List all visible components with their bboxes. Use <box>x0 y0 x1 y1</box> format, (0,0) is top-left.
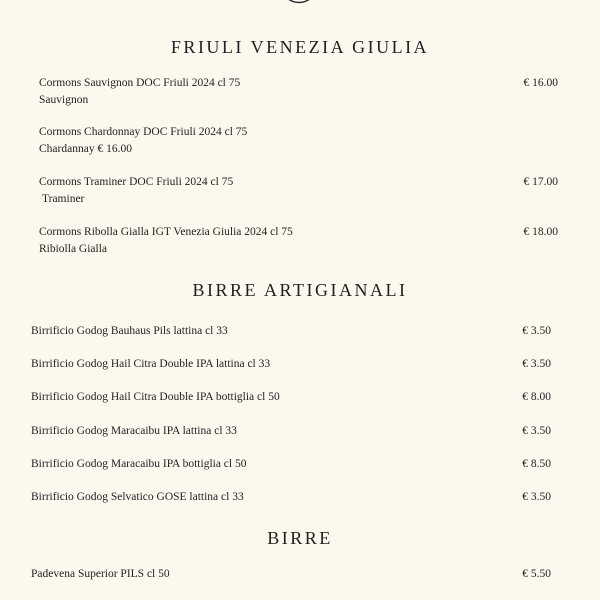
beer-name: Birrificio Godog Maracaibu IPA lattina cl 33 <box>31 425 237 437</box>
beer-price: € 5.50 <box>522 568 551 580</box>
beer-item <box>31 423 551 439</box>
beer-price: € 3.50 <box>522 425 551 437</box>
wine-grape: Sauvignon <box>39 94 89 106</box>
beer-name: Padevena Superior PILS cl 50 <box>31 568 170 580</box>
wine-item <box>39 75 569 109</box>
wine-item <box>39 124 569 158</box>
beer-name: Birrificio Godog Bauhaus Pils lattina cl 33 <box>31 325 228 337</box>
beer-item <box>31 323 551 339</box>
wine-item <box>39 224 569 258</box>
wine-name: Cormons Ribolla Gialla IGT Venezia Giulia 2024 cl 75 <box>39 226 293 238</box>
wine-item <box>39 174 569 208</box>
wine-price: € 17.00 <box>523 176 558 188</box>
wine-price: € 18.00 <box>523 226 558 238</box>
decorative-ornament-icon <box>276 0 322 6</box>
beer-price: € 3.50 <box>522 491 551 503</box>
section-title-birre: BIRRE <box>267 528 333 548</box>
wine-price: € 16.00 <box>523 77 558 89</box>
section-title-birre-artigianali: BIRRE ARTIGIANALI <box>192 280 408 300</box>
beer-item <box>31 489 551 505</box>
beer-price: € 3.50 <box>522 325 551 337</box>
wine-name: Cormons Chardonnay DOC Friuli 2024 cl 75 <box>39 126 248 138</box>
wine-grape: Ribiolla Gialla <box>39 243 108 255</box>
beer-name: Birrificio Godog Hail Citra Double IPA lattina cl 33 <box>31 358 271 370</box>
beer-price: € 8.00 <box>522 391 551 403</box>
wine-grape: Chardannay € 16.00 <box>39 143 132 155</box>
wine-name: Cormons Sauvignon DOC Friuli 2024 cl 75 <box>39 77 241 89</box>
beer-item <box>31 356 551 372</box>
beer-item <box>31 456 551 472</box>
beer-price: € 8.50 <box>522 458 551 470</box>
beer-item <box>31 389 551 405</box>
beer-name: Birrificio Godog Hail Citra Double IPA bottiglia cl 50 <box>31 391 280 403</box>
beer-name: Birrificio Godog Selvatico GOSE lattina cl 33 <box>31 491 244 503</box>
section-title-friuli: FRIULI VENEZIA GIULIA <box>170 37 430 57</box>
wine-name: Cormons Traminer DOC Friuli 2024 cl 75 <box>39 176 234 188</box>
beer-name: Birrificio Godog Maracaibu IPA bottiglia cl 50 <box>31 458 247 470</box>
beer-item <box>31 566 551 582</box>
beer-price: € 3.50 <box>522 358 551 370</box>
wine-grape: Traminer <box>42 193 85 205</box>
